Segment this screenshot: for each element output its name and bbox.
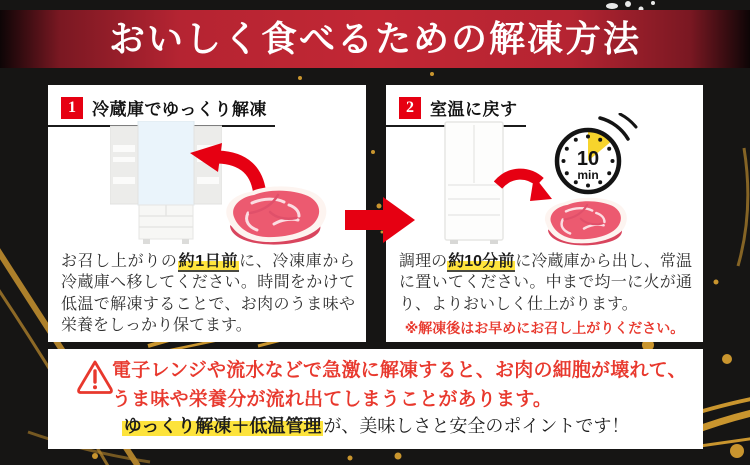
- step2-note: ※解凍後はお早めにお召し上がりください。: [404, 320, 685, 336]
- warning-line2: うま味や栄養分が流れ出てしまうことがあります。: [112, 389, 553, 411]
- warning-text: [112, 356, 687, 415]
- step1-number-badge: 1: [61, 97, 83, 119]
- page-title: おいしく食べるための解凍方法: [108, 19, 641, 59]
- step2-number-badge: 2: [399, 97, 421, 119]
- warning-triangle-icon: [76, 359, 114, 395]
- step1-panel: [48, 85, 366, 342]
- timer-value: 10: [576, 148, 600, 170]
- step2-body-pre: 調理の: [399, 253, 448, 270]
- steak-meat-icon: [538, 195, 630, 249]
- next-step-arrow-icon: [345, 197, 415, 243]
- step2-panel: [386, 85, 703, 342]
- step1-body-pre: お召し上がりの: [61, 253, 178, 270]
- step2-body-highlight: 約10分前: [448, 253, 515, 270]
- point-rest: が、美味しさと安全のポイントです！: [323, 416, 630, 436]
- step2-body: [399, 251, 692, 315]
- point-highlight: ゆっくり解凍＋低温管理: [123, 416, 322, 436]
- title-banner: [0, 10, 750, 68]
- step1-body: [61, 251, 355, 336]
- warning-panel: [48, 349, 703, 449]
- step1-body-post: に、冷凍庫から冷蔵庫へ移してください。時間をかけて低温で解凍することで、お肉のうま味や栄養をしっかり保てます。: [61, 253, 355, 334]
- warning-line1: 電子レンジや流水などで急激に解凍すると、お肉の細胞が壊れて、: [112, 360, 687, 381]
- step2-body-post: に冷蔵庫から出し、常温に置いてください。中まで均一に火が通り、よりおいしく仕上がります。: [399, 253, 692, 313]
- steak-meat-icon: [218, 183, 330, 249]
- point-text: [48, 412, 703, 438]
- step1-body-highlight: 約1日前: [178, 253, 239, 270]
- step2-heading: 室温に戻す: [430, 100, 518, 119]
- timer-10min-icon: [544, 113, 644, 205]
- step1-heading: 冷蔵庫でゆっくり解凍: [92, 100, 267, 119]
- timer-unit: min: [577, 168, 599, 182]
